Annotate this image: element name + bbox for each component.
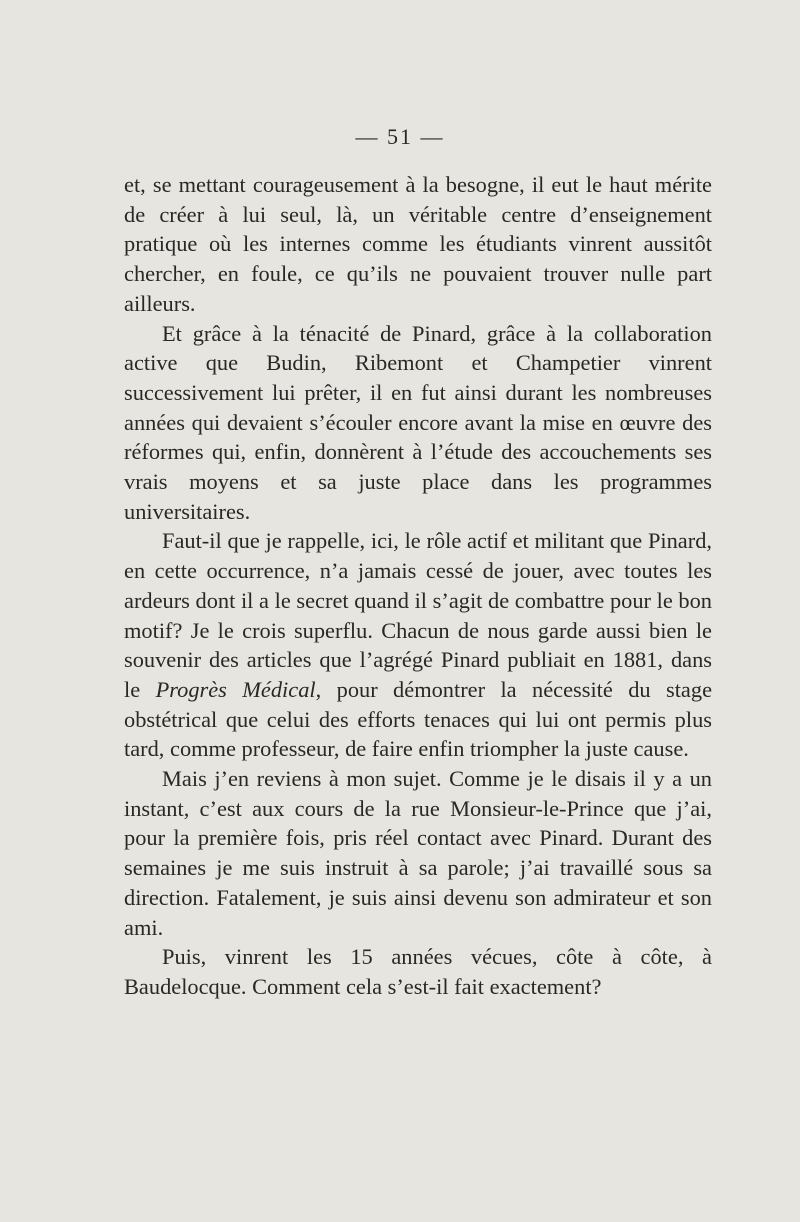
paragraph-2: Et grâce à la ténacité de Pinard, grâce à la collaboration active que Budin, Ribemont et Champetier vinrent successivement lui prêter, il en fut ainsi durant les nombreuses années qui devaient s’écouler encore avant la mise en œuvre des réformes qui, enfin, donnèrent à l’étude des accouchements ses vrais moyens et sa juste place dans les programmes universitaires.: [124, 320, 712, 524]
paragraph-5: Puis, vinrent les 15 années vécues, côte à côte, à Baudelocque. Comment cela s’est-il fait exactement?: [124, 944, 712, 999]
journal-title: Progrès Médical: [155, 676, 316, 702]
page-number: — 51 —: [355, 124, 445, 149]
paragraph-1: et, se mettant courageusement à la besogne, il eut le haut mérite de créer à lui seul, là, un véritable centre d’enseignement pratique où les internes comme les étudiants vinrent aussitôt chercher, en foule, ce qu’ils ne pouvaient trouver nulle part ailleurs.: [124, 172, 712, 316]
paragraph-3-text-after: , pour démontrer la nécessité du stage obstétrical que celui des efforts tenaces qui lui ont permis plus tard, comme professeur, de faire enfin triompher la juste cause.: [124, 676, 713, 762]
paragraph-3: [124, 526, 712, 764]
paragraph-3-text-before: Faut-il que je rappelle, ici, le rôle actif et militant que Pinard, en cette occurrence, n’a jamais cessé de jouer, avec toutes les ardeurs dont il a le secret quand il s’agit de combattre pour le bon motif? Je le crois superflu. Chacun de nous garde aussi bien le souvenir des articles que l’agrégé Pinard publiait en 1881, dans le: [124, 528, 712, 702]
body-text: [124, 170, 712, 1002]
paragraph-4: Mais j’en reviens à mon sujet. Comme je le disais il y a un instant, c’est aux cours de la rue Monsieur-le-Prince que j’ai, pour la première fois, pris réel contact avec Pinard. Durant des semaines je me suis instruit à sa parole; j’ai travaillé sous sa direction. Fatalement, je suis ainsi devenu son admirateur et son ami.: [124, 766, 712, 940]
